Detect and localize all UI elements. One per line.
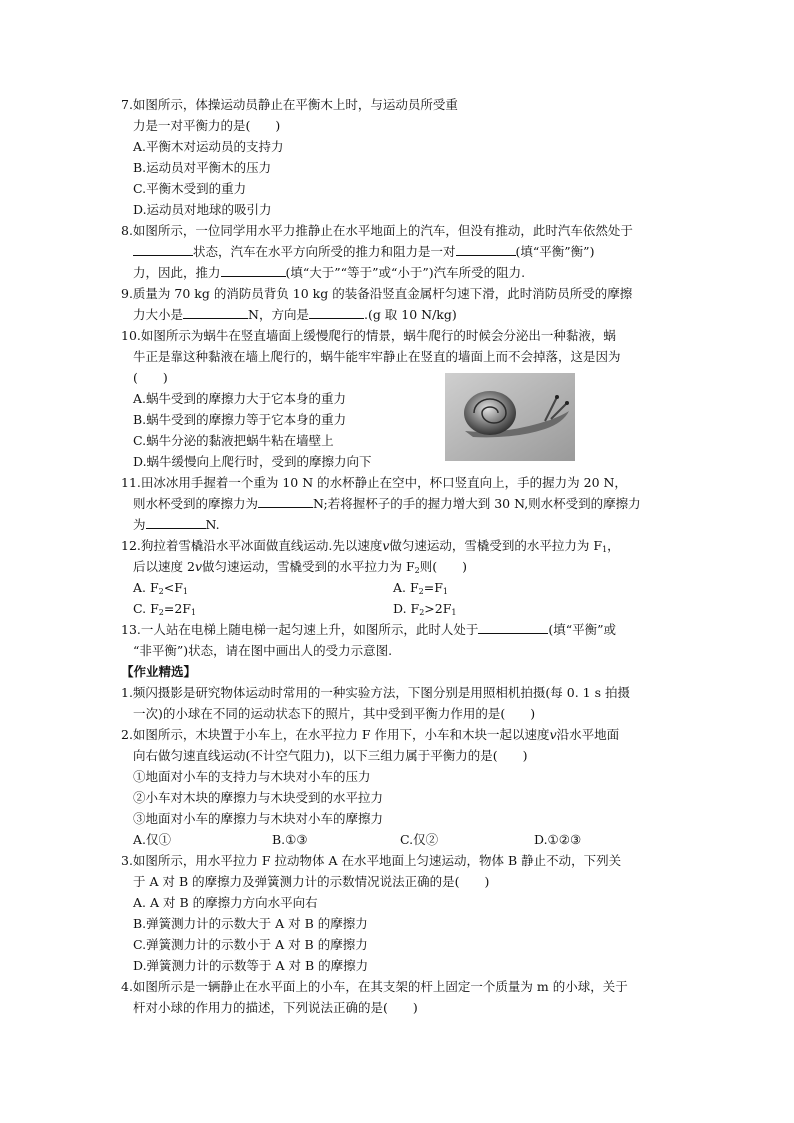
hw2-line2: 向右做匀速直线运动(不计空气阻力)，以下三组力属于平衡力的是( ) — [133, 748, 528, 763]
q11-blank-1 — [258, 495, 313, 508]
q12-opt-d-f: D. F — [393, 601, 420, 616]
hw2-var-v: v — [549, 727, 557, 742]
hw3-option-a: A. A 对 B 的摩擦力方向水平向右 — [133, 895, 318, 910]
q12-option-d — [393, 600, 457, 622]
q10-option-b: B.蜗牛受到的摩擦力等于它本身的重力 — [133, 412, 347, 427]
hw2-option-a: A.仅① — [133, 832, 172, 847]
q12-opt-b-f: A. F — [393, 580, 419, 595]
q9-blank-2 — [309, 306, 364, 319]
q9-blank-1 — [183, 306, 248, 319]
hw1-line2: 一次)的小球在不同的运动状态下的照片，其中受到平衡力作用的是( ) — [133, 706, 536, 721]
q13-line1 — [121, 621, 616, 639]
q9-line1: 9.质量为 70 kg 的消防员背负 10 kg 的装备沿竖直金属杆匀速下滑，此时消防员所受的摩擦 — [121, 286, 633, 301]
q12-line1 — [121, 537, 620, 559]
q13-line1-tail: (填“平衡”或 — [548, 622, 617, 637]
q12-opt-d-rel: >2F — [424, 601, 452, 616]
hw2-item-2: ②小车对木块的摩擦力与木块受到的水平拉力 — [133, 790, 384, 805]
q9-line2-tail: .(g 取 10 N/kg) — [363, 307, 457, 322]
q11-line2-tail: N;若将握杯子的手的握力增大到 30 N,则水杯受到的摩擦力 — [313, 496, 641, 511]
snail-photo — [445, 373, 575, 461]
q12-line2 — [133, 558, 467, 580]
hw3-line1: 3.如图所示，用水平拉力 F 拉动物体 A 在水平地面上匀速运动，物体 B 静止不动，下列关 — [121, 853, 622, 868]
q12-opt-a-sub1: 1 — [182, 587, 188, 596]
q11-line1: 11.田冰冰用手握着一个重为 10 N 的水杯静止在空中，杯口竖直向上，手的握力为 20 N， — [121, 475, 627, 490]
q12-opt-c-f: C. F — [133, 601, 159, 616]
q13-line2: “非平衡”)状态，请在图中画出人的受力示意图. — [133, 643, 393, 658]
q7-stem-line1: 7.如图所示，体操运动员静止在平衡木上时，与运动员所受重 — [121, 97, 458, 112]
q12-var-v2: v — [194, 559, 202, 574]
q12-option-c — [133, 600, 196, 622]
q12-option-b — [393, 579, 448, 601]
q7-stem-line2: 力是一对平衡力的是( ) — [133, 118, 281, 133]
q12-opt-d-sub1: 1 — [451, 608, 457, 617]
hw2-option-c: C.仅② — [400, 832, 439, 847]
q12-opt-a-rel: <F — [163, 580, 183, 595]
hw3-line2: 于 A 对 B 的摩擦力及弹簧测力计的示数情况说法正确的是( ) — [133, 874, 490, 889]
hw1-line1: 1.频闪摄影是研究物体运动时常用的一种实验方法，下图分别是用照相机拍摄(每 0. 1 s 拍摄 — [121, 685, 630, 700]
q10-option-d: D.蜗牛缓慢向上爬行时，受到的摩擦力向下 — [133, 454, 372, 469]
q10-line1: 10.如图所示为蜗牛在竖直墙面上缓慢爬行的情景，蜗牛爬行的时候会分泌出一种黏液，蜗 — [121, 328, 616, 343]
q12-sub-2: 2 — [414, 566, 420, 575]
q10-line2: 牛正是靠这种黏液在墙上爬行的，蜗牛能牢牢静止在竖直的墙面上而不会掉落，这是因为 — [133, 349, 621, 364]
q12-opt-a-sub2: 2 — [158, 587, 164, 596]
q10-option-a: A.蜗牛受到的摩擦力大于它本身的重力 — [133, 391, 347, 406]
hw3-option-c: C.弹簧测力计的示数小于 A 对 B 的摩擦力 — [133, 937, 368, 952]
hw3-option-d: D.弹簧测力计的示数等于 A 对 B 的摩擦力 — [133, 958, 369, 973]
q8-line1: 8.如图所示，一位同学用水平力推静止在水平地面上的汽车，但没有推动，此时汽车依然处于 — [121, 223, 633, 238]
q10-option-c: C.蜗牛分泌的黏液把蜗牛粘在墙壁上 — [133, 433, 334, 448]
hw4-line2: 杆对小球的作用力的描述，下列说法正确的是( ) — [133, 1000, 418, 1015]
q8-line3-head: 力，因此，推力 — [133, 265, 221, 280]
q8-line2 — [133, 243, 594, 261]
q7-option-a: A.平衡木对运动员的支持力 — [133, 139, 284, 154]
q7-option-b: B.运动员对平衡木的压力 — [133, 160, 272, 175]
hw2-option-d: D.①②③ — [534, 832, 582, 847]
q12-opt-a-f: A. F — [133, 580, 159, 595]
q12-sub-1: 1 — [602, 545, 608, 554]
q13-line1-head: 13.一人站在电梯上随电梯一起匀速上升，如图所示，此时人处于 — [121, 622, 479, 637]
section-heading: 【作业精选】 — [121, 664, 197, 679]
q12-line1-mid: 做匀速运动，雪橇受到的水平拉力为 F — [389, 538, 603, 553]
hw2-line1 — [121, 726, 619, 744]
q11-line3-head: 为 — [133, 517, 146, 532]
q9-line2-head: 力大小是 — [133, 307, 184, 322]
q12-line2-head: 后以速度 2 — [133, 559, 195, 574]
q12-opt-c-sub1: 1 — [190, 608, 197, 617]
q11-line3 — [133, 516, 220, 534]
q12-line1-head: 12.狗拉着雪橇沿水平冰面做直线运动.先以速度 — [121, 538, 383, 553]
q11-line2-head: 则水杯受到的摩擦力为 — [133, 496, 259, 511]
q11-line3-tail: N. — [205, 517, 220, 532]
q8-line3 — [133, 264, 525, 282]
q8-line3-tail: (填“大于”“等于”或“小于”)汽车所受的阻力. — [285, 265, 526, 280]
q8-blank-2 — [456, 243, 516, 256]
q13-blank-1 — [478, 621, 548, 634]
q12-opt-c-sub2: 2 — [158, 608, 164, 617]
hw2-item-1: ①地面对小车的支持力与木块对小车的压力 — [133, 769, 371, 784]
q8-blank-3 — [221, 264, 286, 277]
q12-line2-tail: 则( ) — [419, 559, 468, 574]
q7-option-d: D.运动员对地球的吸引力 — [133, 202, 272, 217]
hw2-option-b: B.①③ — [272, 832, 308, 847]
q11-line2 — [133, 495, 641, 513]
hw3-option-b: B.弹簧测力计的示数大于 A 对 B 的摩擦力 — [133, 916, 368, 931]
q12-opt-d-sub2: 2 — [419, 608, 425, 617]
q12-line2-mid: 做匀速运动，雪橇受到的水平拉力为 F — [202, 559, 415, 574]
q12-var-v: v — [382, 538, 390, 553]
hw2-line1-head: 2.如图所示，木块置于小车上，在水平拉力 F 作用下，小车和木块一起以速度 — [121, 727, 550, 742]
hw4-line1: 4.如图所示是一辆静止在水平面上的小车，在其支架的杆上固定一个质量为 m 的小球，关于 — [121, 979, 628, 994]
q12-opt-b-rel: =F — [423, 580, 443, 595]
hw2-item-3: ③地面对小车的摩擦力与木块对小车的摩擦力 — [133, 811, 384, 826]
q8-blank-1 — [133, 243, 193, 256]
q9-line2 — [133, 306, 457, 324]
q10-line3: ( ) — [133, 370, 168, 385]
hw2-line1-tail: 沿水平地面 — [556, 727, 620, 742]
q8-line2-tail: (填“平衡”衡”) — [515, 244, 595, 259]
q12-opt-c-rel: =2F — [163, 601, 191, 616]
q8-line2-text: 状态，汽车在水平方向所受的推力和阻力是一对 — [193, 244, 456, 259]
q12-opt-b-sub1: 1 — [442, 587, 448, 596]
q12-comma: ， — [607, 538, 620, 553]
q9-line2-mid: N，方向是 — [248, 307, 309, 322]
q7-option-c: C.平衡木受到的重力 — [133, 181, 247, 196]
q11-blank-2 — [146, 516, 206, 529]
q12-option-a — [133, 579, 188, 601]
q12-opt-b-sub2: 2 — [418, 587, 424, 596]
